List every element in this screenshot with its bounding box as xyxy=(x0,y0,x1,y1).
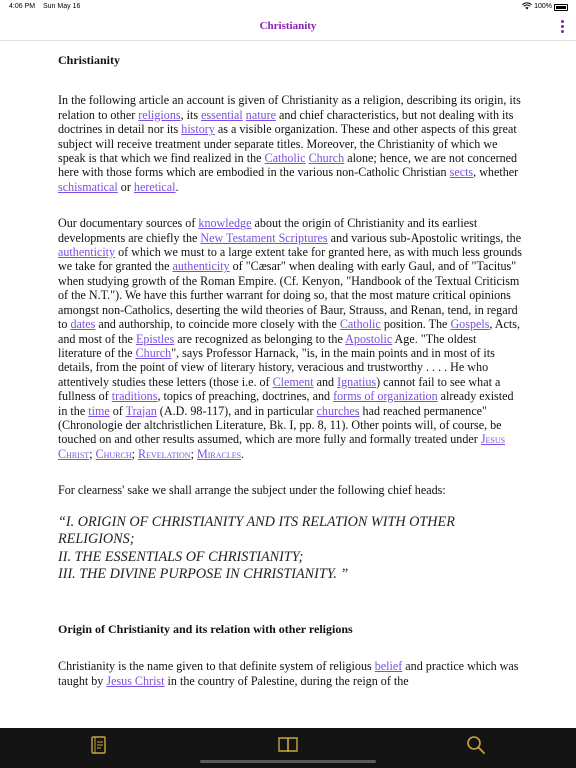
tab-bar xyxy=(0,728,576,768)
article-link[interactable]: Catholic xyxy=(264,151,306,166)
article-link[interactable]: churches xyxy=(316,403,360,418)
article-link[interactable]: knowledge xyxy=(198,216,252,231)
article-link[interactable]: Trajan xyxy=(125,403,157,418)
more-options-icon[interactable] xyxy=(557,18,567,36)
article-heading: Christianity xyxy=(58,53,121,67)
text-run: , its xyxy=(180,107,202,122)
search-icon[interactable] xyxy=(465,734,487,756)
text-run: in the country of Palestine, during the reign of the xyxy=(164,673,409,688)
article-link[interactable]: religions xyxy=(138,107,181,122)
text-run: and practice which was taught by xyxy=(58,659,519,688)
article-link[interactable]: Jesus Christ xyxy=(106,673,165,688)
article-link[interactable]: Church xyxy=(308,151,345,166)
article-link[interactable]: belief xyxy=(374,659,403,674)
article-link[interactable]: New Testament Scriptures xyxy=(200,230,328,245)
article-link[interactable]: Ignatius xyxy=(337,374,377,389)
text-run: and chief characteristics, but not dealing with its doctrines in detail nor its xyxy=(58,107,514,137)
article-link[interactable]: sects xyxy=(449,165,474,180)
article-link[interactable]: Jesus Christ xyxy=(58,432,506,461)
article-link[interactable]: schismatical xyxy=(58,179,118,194)
text-run: position. The xyxy=(380,317,451,332)
text-run: had reached permanence" (Chronologie der altchristlichen Literature, Bk. I, pp. 8, 11). Other points will, of course, be touched on and other results assumed, which are more fully and formally treated under xyxy=(58,403,502,447)
article-link[interactable]: Revelation xyxy=(138,446,191,461)
wifi-icon xyxy=(522,2,532,10)
article-link[interactable]: Gospels xyxy=(450,317,490,332)
article-link[interactable]: Church xyxy=(95,446,132,461)
text-run: Our documentary sources of xyxy=(58,216,199,231)
article-content[interactable] xyxy=(58,40,522,728)
text-run: and authorship, to coincide more closely with the xyxy=(95,317,340,332)
text-run: of which we must to a large extent take for granted here, as with much less grounds we take for granted the xyxy=(58,245,522,274)
text-run: and xyxy=(313,374,338,389)
text-run: ; xyxy=(190,446,197,461)
text-run: already existed in the xyxy=(58,389,514,418)
text-run: , topics of preaching, doctrines, and xyxy=(157,389,334,404)
text-run: ) cannot fail to see what a fullness of xyxy=(58,374,501,404)
article-link[interactable]: Apostolic xyxy=(345,331,393,346)
text-run: as a visible organization. These and other aspects of this great subject will receive treatment under separate titles. Moreover, the Christianity of which we speak is that which we find realized in the xyxy=(58,122,517,166)
article-link[interactable]: Epistles xyxy=(135,331,175,346)
navigation-bar xyxy=(0,14,576,41)
article-link[interactable]: Church xyxy=(135,345,172,360)
article-link[interactable]: nature xyxy=(245,107,276,122)
battery-icon xyxy=(554,4,568,11)
article-link[interactable]: dates xyxy=(70,317,96,332)
article-link[interactable]: authenticity xyxy=(58,245,116,260)
text-run: , whether xyxy=(473,165,519,180)
article-link[interactable]: history xyxy=(181,122,215,137)
text-run: (A.D. 98-117), and in particular xyxy=(156,403,317,418)
paragraph-sources xyxy=(58,216,522,461)
text-run: . xyxy=(241,446,245,461)
text-run: or xyxy=(117,179,134,194)
article-link[interactable]: forms of organization xyxy=(333,389,438,404)
home-indicator xyxy=(200,760,376,763)
paragraph-heads: For clearness' sake we shall arrange the subject under the following chief heads: xyxy=(58,483,446,498)
page-title: Christianity xyxy=(259,20,317,32)
text-run: about the origin of Christianity and its earliest developments are chiefly the xyxy=(58,216,478,245)
text-run: . xyxy=(175,179,179,194)
dictionary-icon[interactable] xyxy=(88,734,110,756)
article-link[interactable]: Miracles xyxy=(196,446,242,461)
text-run: , Acts, and most of the xyxy=(58,317,520,346)
article-link[interactable]: Catholic xyxy=(339,317,381,332)
text-run: Age. "The oldest literature of the xyxy=(58,331,477,360)
quote-line: “I. ORIGIN OF CHRISTIANITY AND ITS RELATION WITH OTHER RELIGIONS; xyxy=(58,513,455,548)
paragraph-origin xyxy=(58,659,522,688)
battery-percent: 100% xyxy=(534,3,552,10)
article-link[interactable]: essential xyxy=(201,107,243,122)
text-run: In the following article an account is given of Christianity as a religion, describing its origin, its relation to other xyxy=(58,93,521,122)
quote-line: II. THE ESSENTIALS OF CHRISTIANITY; xyxy=(58,548,304,565)
status-date: Sun May 16 xyxy=(43,3,81,10)
article-link[interactable]: Clement xyxy=(272,374,314,389)
text-run: ; xyxy=(131,446,139,461)
article-link[interactable]: authenticity xyxy=(172,259,230,274)
article-link[interactable]: traditions xyxy=(111,389,158,404)
text-run: of "Cæsar" when dealing with early Gaul, and of "Tacitus" when studying growth of the Roman Empire. (Cf. Kenyon, "Handbook of the Textual Criticism of the N.T."). We have this further warrant for doing so, that the most mature critical opinions amongst non-Catholics, deserting the wild theories of Baur, Strauss, and Renan, tend, in regard to xyxy=(58,259,520,332)
quote-line: III. THE DIVINE PURPOSE IN CHRISTIANITY. ” xyxy=(58,566,349,583)
status-time: 4:06 PM xyxy=(9,3,36,10)
text-run: are recognized as belonging to the xyxy=(174,331,346,346)
text-run: ; xyxy=(89,446,96,461)
status-bar xyxy=(0,0,576,14)
book-icon[interactable] xyxy=(277,734,299,756)
text-run: of xyxy=(109,403,126,418)
article-link[interactable]: time xyxy=(88,403,110,418)
chief-heads-quote xyxy=(58,514,522,584)
text-run: and various sub-Apostolic writings, the xyxy=(327,230,522,245)
text-run: alone; hence, we are not concerned here with those forms which are embodied in the various non-Catholic Christian xyxy=(58,151,518,180)
paragraph-intro xyxy=(58,93,522,194)
text-run: Christianity is the name given to that definite system of religious xyxy=(58,659,375,674)
article-link[interactable]: heretical xyxy=(133,179,176,194)
text-run: ", says Professor Harnack, "is, in the main points and in most of its details, from the point of view of literary history, veracious and trustworthy . . . . He who attentively studies these letters (those i.e. of xyxy=(58,345,495,389)
section-heading: Origin of Christianity and its relation with other religions xyxy=(58,621,353,636)
